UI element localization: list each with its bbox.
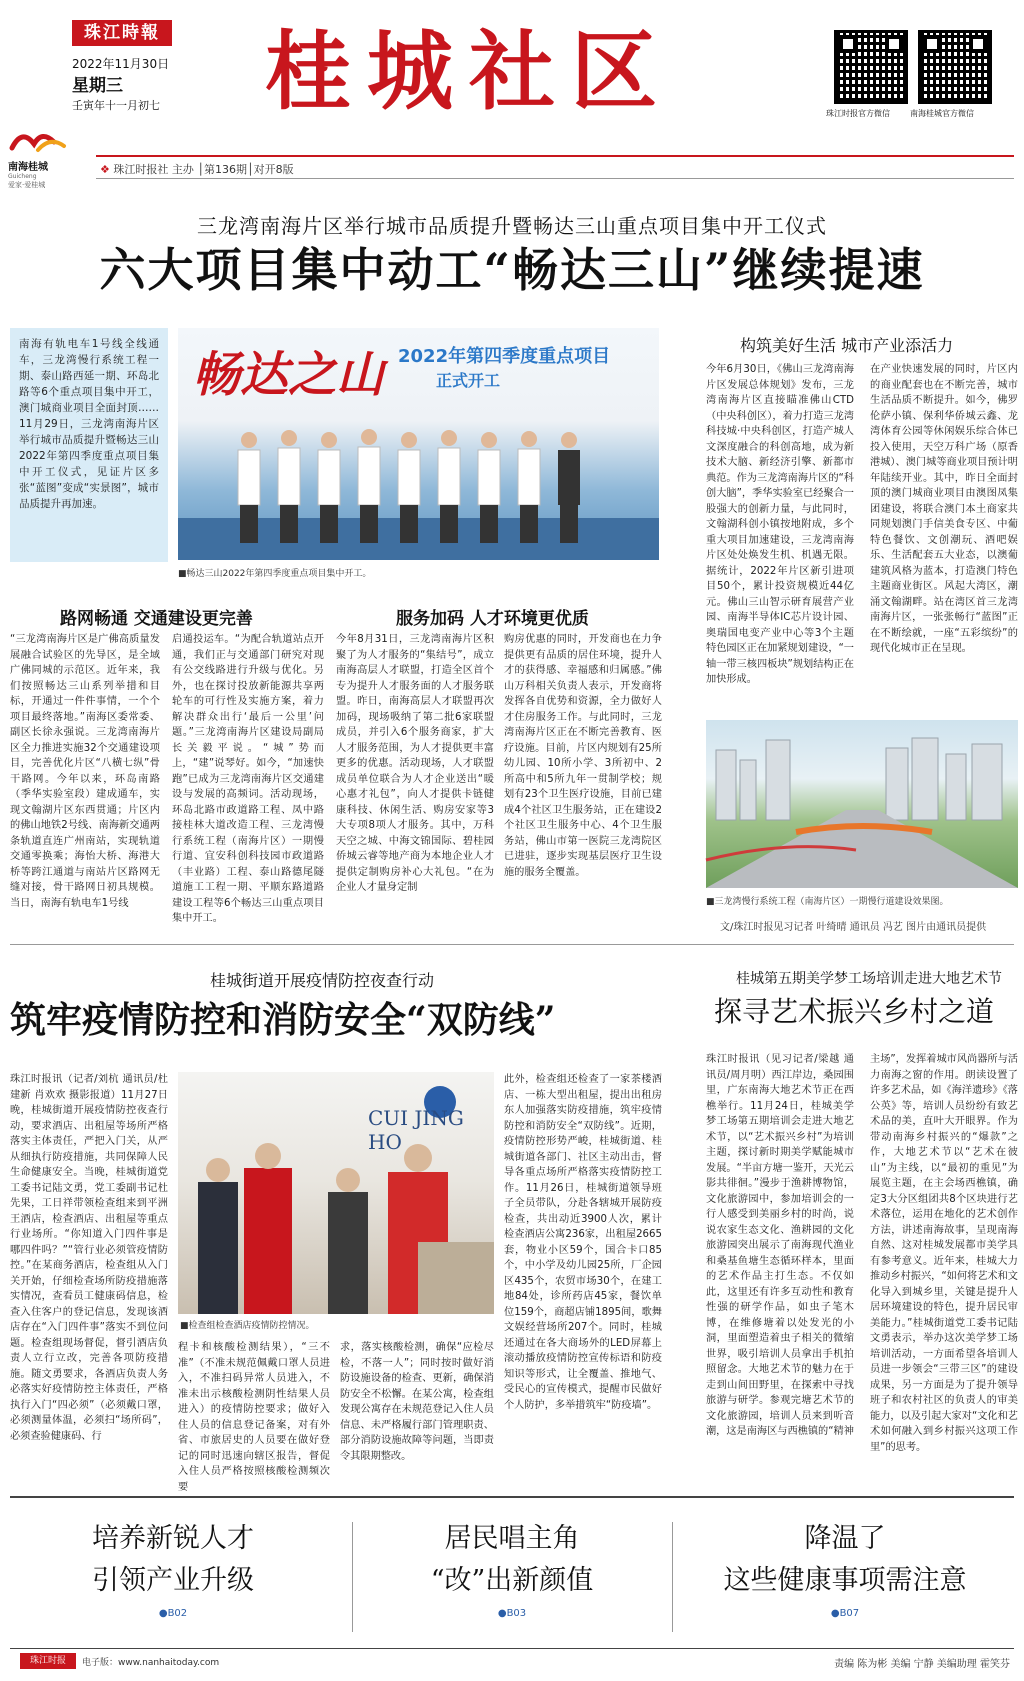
footer-website[interactable]: 电子版：www.nanhaitoday.com xyxy=(82,1658,220,1668)
promo-3-page[interactable]: ● B07 xyxy=(676,1608,1014,1619)
banner-subtitle-1: 2022年第四季度重点项目 xyxy=(398,346,611,367)
promo-divider-1 xyxy=(352,1522,353,1632)
hotel-sign: CUI JING HO xyxy=(368,1106,464,1154)
officials-group xyxy=(238,420,598,550)
side-col1: 今年6月30日，《佛山三龙湾南海片区发展总体规划》发布，三龙湾南海片区直接瞄准佛山CTD（中央科创区），着力打造三龙湾科技城·中央科创区，打造产城人文深度融合的科创高地，成为新技术大脑、新经济引擎、新都市典范。作为三龙湾南海片区的“科创大脑”，季华实验室已经聚合一股强大的创新力量，与此同时，文翰湖科创小镇按地附成，多个重大项目加速建设，三龙湾南海片区处处焕发生机、机遇无限。据统计，2022年片区新引进项目50个，累计投资规模近44亿元。佛山三山智示研育展营产业园、南海半导体IC芯片设计园、奥瑞国电变产业中心等3个主题特色园区正在加紧规划建设，“一轴一带三核四板块”规划结构正在加快形成。 xyxy=(706,364,854,685)
issue-weekday: 星期三 xyxy=(72,76,123,96)
footer-rule xyxy=(10,1648,1014,1649)
render-photo xyxy=(706,720,1018,888)
lead-summary-box xyxy=(10,328,168,562)
qr-caption-zhujiang: 珠江时报官方微信 xyxy=(826,109,890,118)
qr-code-guicheng xyxy=(918,30,992,104)
article3-col2: 主场”，发挥着城市风尚器所与活力南海之窗的作用。朗读设置了许多艺术品，如《海洋遗珍》《落公英》等，培训人员纷纷有致艺术品的美，直叶大开眼界。作为带动南海乡村振兴的“爆款”之作，大地艺术节以“艺术在彼山”为主线，以“最初的重见”为展览主题，在主会场西樵镇，确定3大分区组团共8个区块进行艺术落位，运用在地化的艺术创作方法，讲述南海故事，呈现南海自然、这对桂城发展都市美学具有参考意义。近年来，桂城大力推动乡村振兴，“如何将艺术和文化导入到城乡里，关键是提升人居环境建设的特色，提升居民审美能力。”桂城街道党工委书记陆文勇表示，举办这次美学梦工场培训活动，一方面希望各培训人员进一步领会“三带三区”的建设成果，另一方面是为了提升领导班子和农村社区的负责人的审美能力，以及引起大家对“文化和艺术如何融入到乡村振兴这项工作里”的思考。 xyxy=(870,1054,1018,1453)
promo-divider-2 xyxy=(672,1522,673,1632)
logo-english: Guicheng xyxy=(8,173,37,180)
edition-rule xyxy=(96,178,1014,179)
article2-col3: 求，落实核酸检测，确保“应检尽检，不落一人”；同时按时做好消防设施设备的检查、更新，确保消防安全不松懈。在某公寓，检查组发现公寓存在未规范登记入住人员信息、未严格履行部门管理职责、部分消防设施故障等问题，当即责令其限期整改。 xyxy=(340,1342,494,1462)
page-title: 桂城社区 xyxy=(265,21,673,122)
render-illustration xyxy=(706,720,1018,888)
promo-3-line2: 这些健康事项需注意 xyxy=(723,1565,967,1596)
promo-1-line1: 培养新锐人才 xyxy=(92,1523,254,1554)
edition-info: ❖ 珠江时报社 主办 │第136期│对开8版 xyxy=(100,163,294,176)
lead-credit: 文/珠江时报见习记者 叶绮晴 通讯员 冯艺 图片由通讯员提供 xyxy=(720,922,987,933)
article2-col4: 此外，检查组还检查了一家茶楼酒店、一栋大型出租屋，提出出租房东人加强落实防疫措施，筑牢疫情防控和消防安全“双防线”。近期，疫情防控形势严峻，桂城街道、桂城街道各部门、社区主动出击，督导各重点场所严格落实疫情防控工作。11月26日，桂城街道领导班子全员带队，分赴各辖城开展防疫检查，共出动近3900人次，累计检查酒店公寓236家，出租屋2665套，物业小区59个，国合卡口85个，中小学及幼儿园25所，厂企园区435个，农贸市场30个，在建工地84处，诊所药店45家，餐饮单位159个，商超店铺1895间，歌舞文娱经营场所207个。同时，桂城还通过在各大商场外的LED屏幕上滚动播放疫情防控宣传标语和防疫知识等形式，让全覆盖、推地气、受民心的宣传模式，提醒市民做好个人防护，多举措筑牢“防疫墙”。 xyxy=(504,1074,662,1411)
lead-headline: 六大项目集中动工“畅达三山”继续提速 xyxy=(99,243,925,297)
article2-col2: 程卡和核酸检测结果），“三不准”（不准未规范佩戴口罩人员进入，不准扫码异常人员进入，不准未出示核酸检测阴性结果人员进入）的疫情防控要求；做好入住人员的信息登记备案，对有外省、市旅居史的人员要在做好登记的同时迅速向辖区报告，督促入住人员严格按照核酸检测频次要 xyxy=(178,1342,330,1493)
lead-photo xyxy=(178,328,659,560)
issue-lunar-date: 壬寅年十一月初七 xyxy=(72,99,160,112)
article2-kicker: 桂城街道开展疫情防控夜查行动 xyxy=(210,971,435,990)
promo-2-page[interactable]: ● B03 xyxy=(356,1608,668,1619)
promo-1-line2: 引领产业升级 xyxy=(92,1565,254,1596)
section1-col1: “三龙湾南海片区是广佛高质量发展融合试验区的先导区，是全域广佛同城的示范区。近年来，我们按照畅达三山系列举措和目标，开通过一件件事情，一个个项目最终落地。”南海区委常委、副区长徐永强说。三龙湾南海片区全力推进实施32个交通建设项目，完善优化片区“八横七纵”骨干路网。今年以来，环岛南路（季华实验室段）建成通车，实现文翰湖片区东西贯通；片区内的佛山地铁2号线、南海新交通两条轨道直连广州南站，实现轨道交通零换乘；海怡大桥、海港大桥等跨江通道与南站片区路网无缝对接，骨干路网日初具规模。当日，南海有轨电车1号线 xyxy=(10,634,160,909)
article3-headline: 探寻艺术振兴乡村之道 xyxy=(714,995,995,1028)
guicheng-logo xyxy=(8,126,92,189)
logo-slogan: 爱家·爱桂城 xyxy=(8,181,46,189)
banner-text: 畅达之山 xyxy=(192,347,385,403)
promo-2-line2: “改”出新颜值 xyxy=(430,1565,594,1596)
paper-name-badge: 珠江時報 xyxy=(72,20,172,46)
section1-col2: 启通投运车。“为配合轨道站点开通，我们正与交通部门研究对现有公交线路进行升级与优化。另外，也在探讨投放新能源共享两轮车的可行性及实施方案，着力解决群众出行‘最后一公里’问题。”三龙湾南海片区建设局副局长关毅平说。“城”势而上，“建”说琴好。如今，“加速快跑”已成为三龙湾南海片区交通建设与发展的高频词。活动现场，环岛北路市政道路工程、凤中路接桂林大道改造工程、三龙湾慢行系统工程（南海片区）一期慢行道、宜安科创科技园市政道路（丰业路）工程、泰山路德尾隧道施工工程一期、平顺东路道路建设工程等6个畅达三山重点项目集中开工。 xyxy=(172,634,324,924)
section2-title: 服务加码 人才环境更优质 xyxy=(396,609,589,629)
article2-photo-caption: ■检查组检查酒店疫情防控情况。 xyxy=(180,1321,315,1331)
guicheng-logo-icon xyxy=(8,126,68,156)
article3-col1: 珠江时报讯（见习记者/梁越 通讯员/周月明）西江岸边，桑园围里，广东南海大地艺术节正在西樵举行。11月24日，桂城美学梦工场第五期培训会走进大地艺术节，以“艺术振兴乡村”为培训主题，探讨新时期美学赋能城市发展。“半亩方塘一鉴开，天光云影共徘徊。”漫步于渔耕博物馆，文化旅游园中，参加培训会的一行人感受到美丽乡村的时尚，说说农家生态文化、渔耕园的文化旅游园突出展示了南海现代渔业和桑基鱼塘生态循环样本，里面的艺术作品主打生态。不仅如此，这里还有许多互动性和教育性强的研学作品，如虫子笔木博，在维修塘着以处发光的小洞，里面塑造着虫子相关的微缩世界，吸引培训人员拿出手机拍照留念。大地艺术节的魅力在于走到山间田野里，在探索中寻找旅游与研学。参观完塘艺术节的文化旅游园，培训人员来到听音潮，这是南海区与西樵镇的“精神 xyxy=(706,1054,854,1437)
lead-photo-caption: ■畅达三山2022年第四季度重点项目集中开工。 xyxy=(178,569,372,579)
section2-col2: 购房优惠的同时，开发商也在力争提供更有品质的居住环境，提升人才的获得感、幸福感和归属感。”佛山万科相关负责人表示，开发商将发挥各自优势和资源，全力做好人才住房服务工作。与此同时，三龙湾南海片区正在不断完善教育、医疗设施。目前，片区内规划有25所幼儿园、10所小学、3所初中、2所高中和5所九年一贯制学校；规划有23个卫生医疗设施，目前已建成4个社区卫生服务站，正在建设2个社区卫生服务中心、4个卫生服务站，佛山市第一医院三龙湾院区已进驻，逐步实现基层医疗卫生设施的服务全覆盖。 xyxy=(504,634,662,878)
article2-headline: 筑牢疫情防控和消防安全“双防线” xyxy=(10,999,556,1041)
logo-name: 南海桂城 xyxy=(8,162,48,173)
section1-title: 路网畅通 交通建设更完善 xyxy=(60,609,253,629)
promo-3-line1: 降温了 xyxy=(804,1523,886,1554)
article2-photo xyxy=(178,1072,494,1314)
qr-code-zhujiang xyxy=(834,30,908,104)
qr-caption-guicheng: 南海桂城官方微信 xyxy=(910,109,974,118)
lead-kicker: 三龙湾南海片区举行城市品质提升暨畅达三山重点项目集中开工仪式 xyxy=(197,214,827,238)
lead-bottom-rule xyxy=(10,944,1014,945)
promo-item-2[interactable] xyxy=(356,1518,668,1619)
section2-col1: 今年8月31日，三龙湾南海片区积聚了为人才服务的“集结号”，成立南海高层人才联盟，打造全区首个专为提升人才服务面的人才服务联盟。昨日，南海高层人才联盟再次加码，现场吸纳了第二批6家联盟成员，并引入6个服务商家，扩大人才服务范围，为人才提供更丰富更多的优惠。活动现场，人才联盟成员单位联合为人才企业送出“暖心惠才礼包”，向人才提供卡链健康科技、休闲生活、购房安家等3大专项8项人才服务。其中，万科天空之城、中海文锦国际、碧桂园侨城云睿等地产商为本地企业人才提供定制购房补心大礼包。“在为企业人才量身定制 xyxy=(336,634,494,893)
issue-date: 2022年11月30日 xyxy=(72,57,170,71)
render-caption: ■三龙湾慢行系统工程（南海片区）一期慢行道建设效果图。 xyxy=(706,897,949,907)
promo-top-rule xyxy=(10,1496,1014,1498)
promo-item-1[interactable] xyxy=(10,1518,336,1619)
promo-1-page[interactable]: ● B02 xyxy=(10,1608,336,1619)
promo-item-3[interactable] xyxy=(676,1518,1014,1619)
side-title: 构筑美好生活 城市产业添活力 xyxy=(740,336,954,355)
article3-kicker: 桂城第五期美学梦工场培训走进大地艺术节 xyxy=(736,971,1002,987)
promo-2-line1: 居民唱主角 xyxy=(444,1523,580,1554)
footer-staff: 责编 陈为彬 美编 宁静 美编助理 霍笑芬 xyxy=(834,1659,1010,1670)
masthead-rule xyxy=(96,155,1014,157)
lead-summary: 南海有轨电车1号线全线通车，三龙湾慢行系统工程一期、泰山路西延一期、环岛北路等6个重点项目集中开工，澳门城商业项目全面封顶……11月29日，三龙湾南海片区举行城市品质提升暨畅达三山2022年第四季度重点项目集中开工仪式，见证片区多张“蓝图”变成“实景图”，城市品质提升再加速。 xyxy=(19,338,159,510)
footer-badge: 珠江时报 xyxy=(20,1653,76,1669)
side-col2: 在产业快速发展的同时，片区内的商业配套也在不断完善，城市生活品质不断提升。如今，佛罗伦萨小镇、保利华侨城云鑫、龙湾体育公园等休闲娱乐综合体已投入使用，天空万科广场（原香港城）、澳门城等商业项目预计明年陆续开业。其中，昨日全面封顶的澳门城商业项目由澳图凤集团建设，将联合澳门本土商家共同规划澳门手信美食专区、中葡特色餐饮、文创潮玩、酒吧娱乐、生活配套五大业态，以澳葡建筑风格为蓝本，打造澳门特色主题商业街区。风起大湾区，潮涌文翰湖畔。站在湾区首三龙湾南海片区，一张张畅行“蓝图”正在不断绘就，一座“五彩缤纷”的现代化城市正在呈现。 xyxy=(870,364,1018,654)
banner-subtitle-2: 正式开工 xyxy=(436,371,501,390)
article2-col1: 珠江时报讯（记者/刘杭 通讯员/杜建新 肖欢欢 摄影报道）11月27日晚，桂城街道开展疫情防控夜查行动，要求酒店、出租屋等场所严格落实主体责任，严把入门关，从严从细执行防疫措施，共同保障人民生命健康安全。当晚，桂城街道党工委书记陆文勇，党工委副书记杜先果，工日祥带领检查组来到平洲王酒店，检查酒店、出租屋等重点行业场所。“你知道入门四件事是哪四件吗？”“管行业必须管疫情防控。”在某商务酒店，检查组从入门关开始，仔细检查场所防疫措施落实情况，查看员工健康码信息，检查入住客户的登记信息，发现该酒店存在“入门四件事”落实不到位问题。检查组现场督促，督引酒店负责人立行立改，完善各项防疫措施。随文勇要求，各酒店负责人务必落实好疫情防控主体责任，严格执行入门“四必须”（必须戴口罩，必须测量体温，必须扫“场所码”，必须查验健康码、行 xyxy=(10,1074,168,1442)
